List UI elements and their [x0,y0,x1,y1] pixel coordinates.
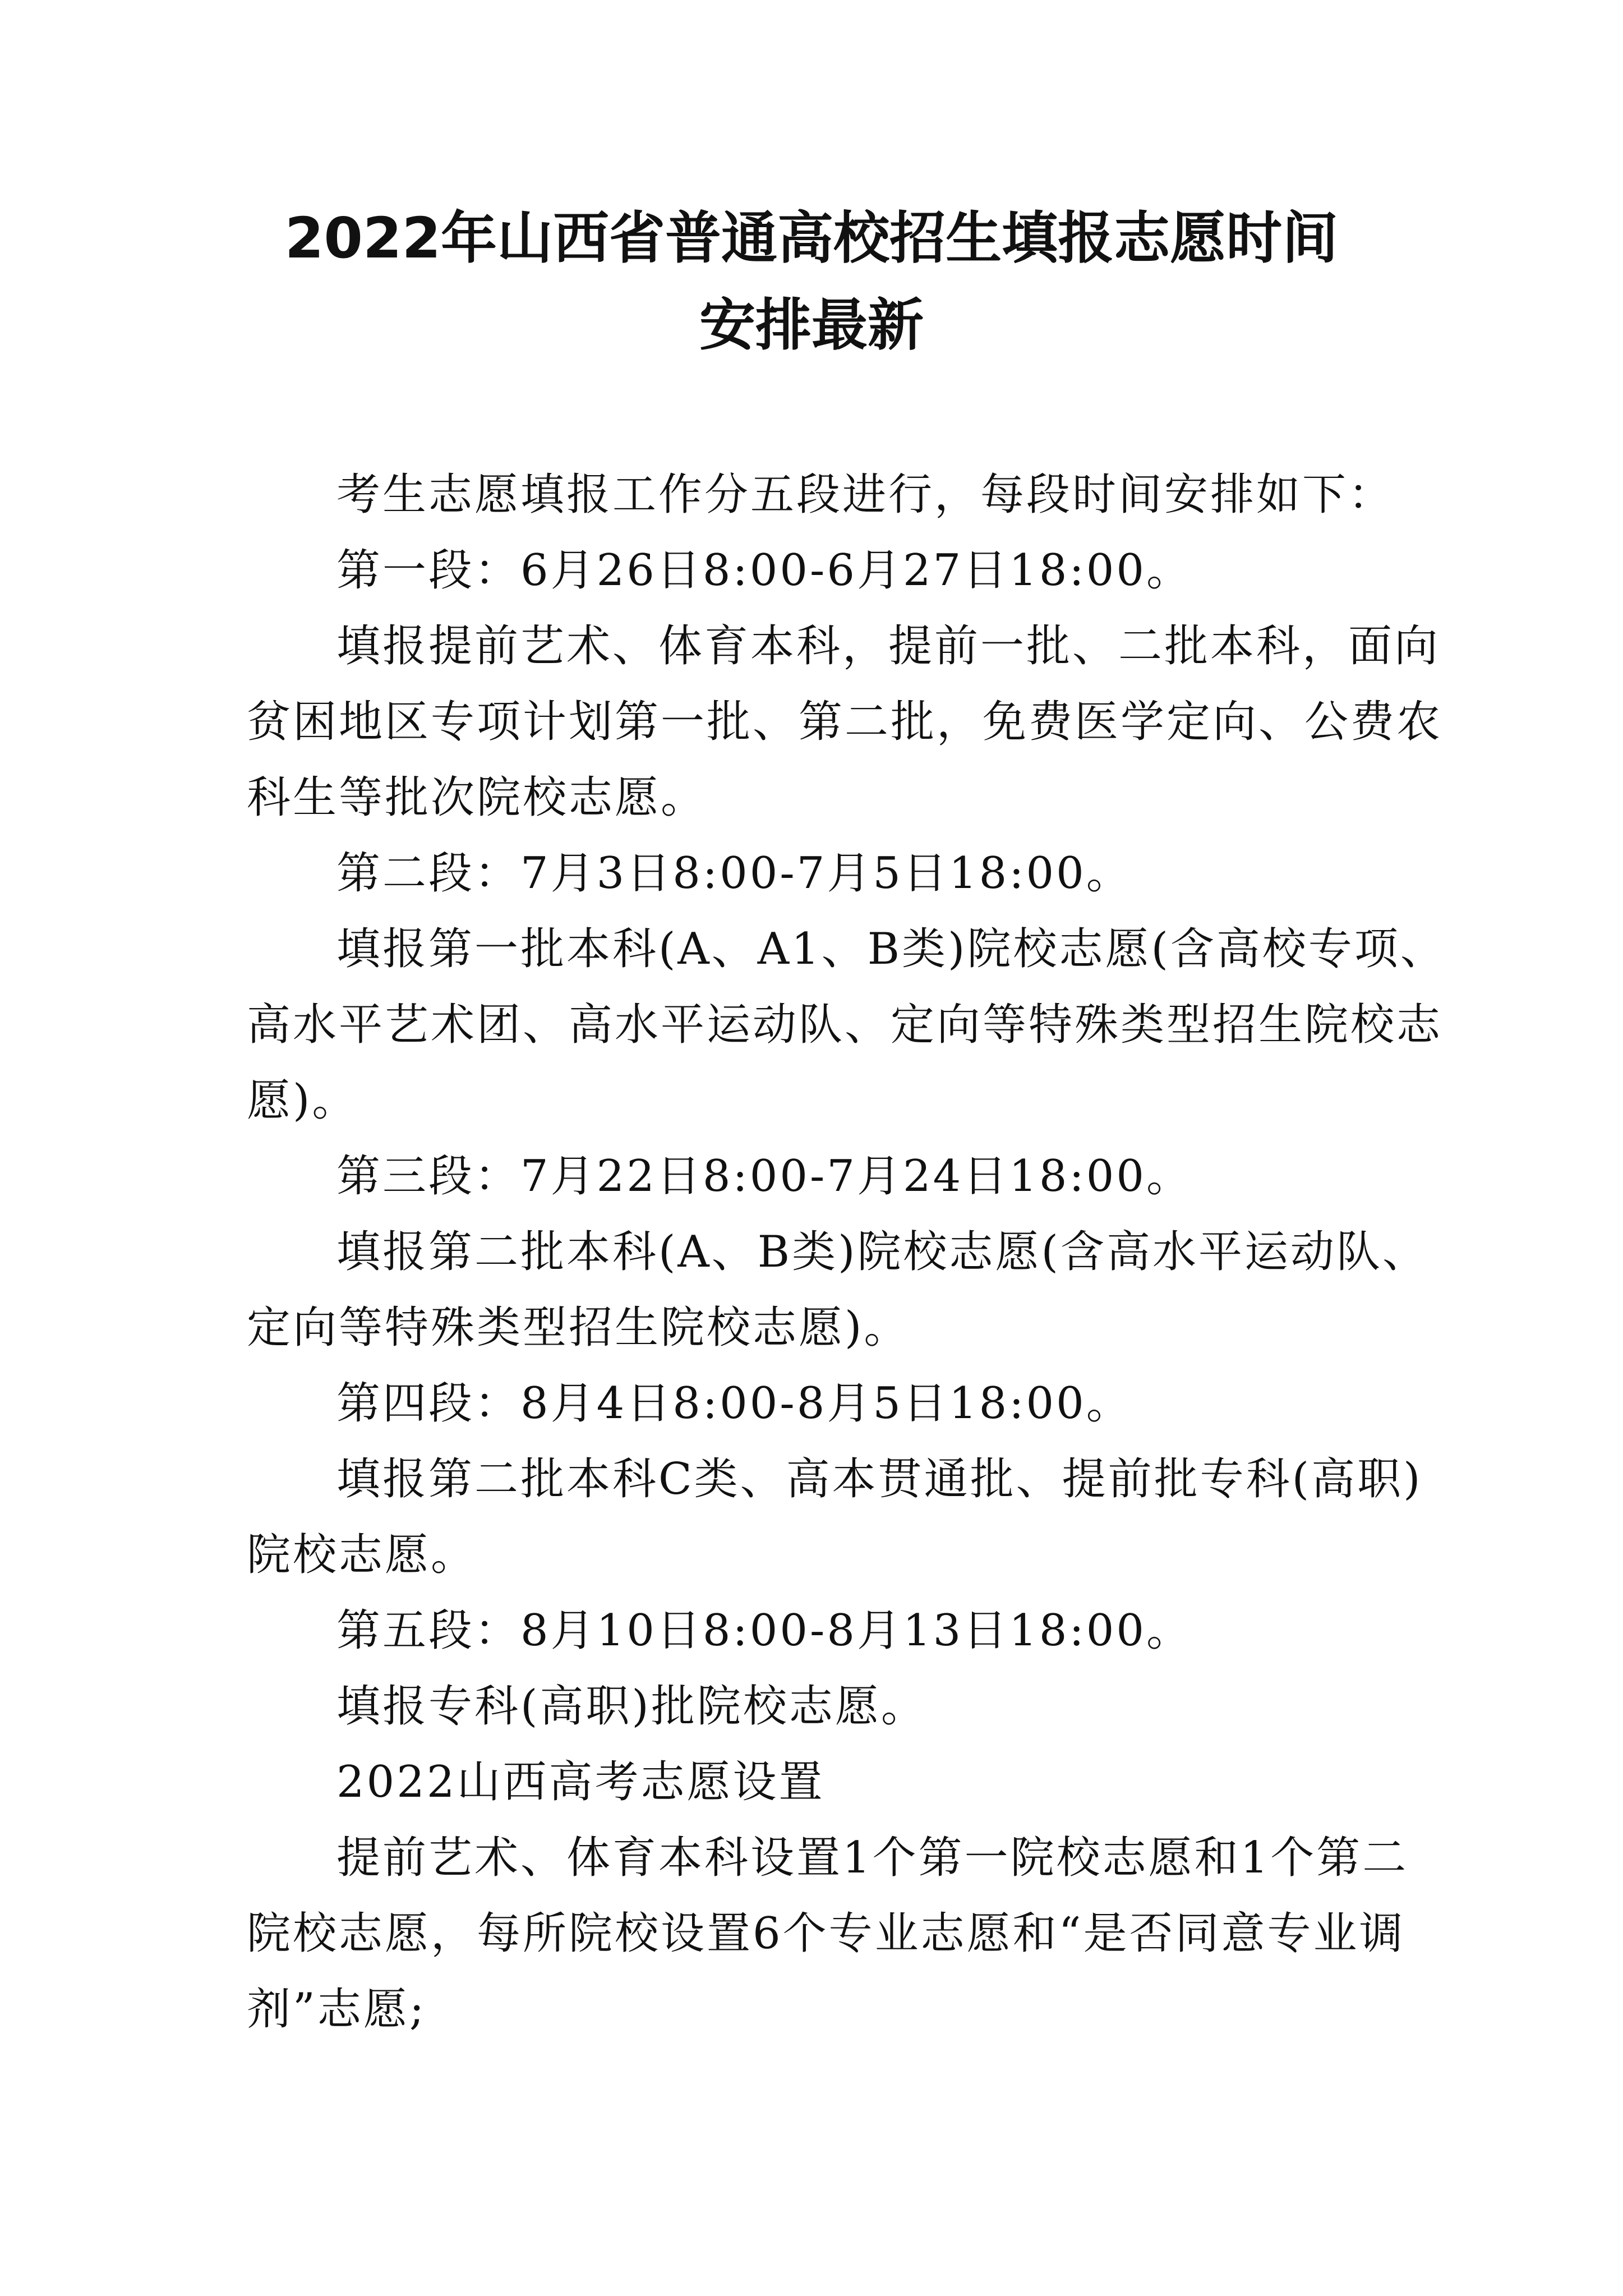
document-title-line-1: 2022年山西省普通高校招生填报志愿时间 [284,205,1339,271]
document-body [247,457,1446,2047]
stage-5-heading: 第五段：8月10日8:00-8月13日18:00。 [336,1605,1193,1656]
stage-2-text-line: 填报第一批本科(A、A1、B类)院校志愿(含高校专项、 [336,924,1446,974]
stage-2-text-line: 高水平艺术团、高水平运动队、定向等特殊类型招生院校志 [247,1000,1443,1050]
stage-3-text-line: 定向等特殊类型招生院校志愿)。 [247,1303,910,1353]
stage-1-text-line: 填报提前艺术、体育本科，提前一批、二批本科，面向 [336,621,1441,671]
section-text-line: 提前艺术、体育本科设置1个第一院校志愿和1个第二 [336,1833,1409,1883]
stage-3-text-line: 填报第二批本科(A、B类)院校志愿(含高水平运动队、 [336,1227,1428,1277]
stage-2-text-line: 愿)。 [247,1075,358,1126]
section-text-line: 剂”志愿; [247,1984,427,2035]
paragraph-intro: 考生志愿填报工作分五段进行，每段时间安排如下： [336,470,1395,520]
stage-1-text-line: 贫困地区专项计划第一批、第二批，免费医学定向、公费农 [247,697,1443,747]
stage-3-heading: 第三段：7月22日8:00-7月24日18:00。 [336,1151,1193,1202]
stage-1-text-line: 科生等批次院校志愿。 [247,772,707,823]
document-title-line-2: 安排最新 [699,292,924,358]
stage-5-text-line: 填报专科(高职)批院校志愿。 [336,1681,927,1732]
section-heading: 2022山西高考志愿设置 [336,1757,825,1807]
stage-4-heading: 第四段：8月4日8:00-8月5日18:00。 [336,1378,1132,1429]
stage-2-heading: 第二段：7月3日8:00-7月5日18:00。 [336,848,1132,899]
stage-4-text-line: 院校志愿。 [247,1530,477,1580]
stage-4-text-line: 填报第二批本科C类、高本贯通批、提前批专科(高职) [336,1454,1423,1504]
section-text-line: 院校志愿，每所院校设置6个专业志愿和“是否同意专业调 [247,1908,1405,1959]
stage-1-heading: 第一段：6月26日8:00-6月27日18:00。 [336,545,1193,596]
